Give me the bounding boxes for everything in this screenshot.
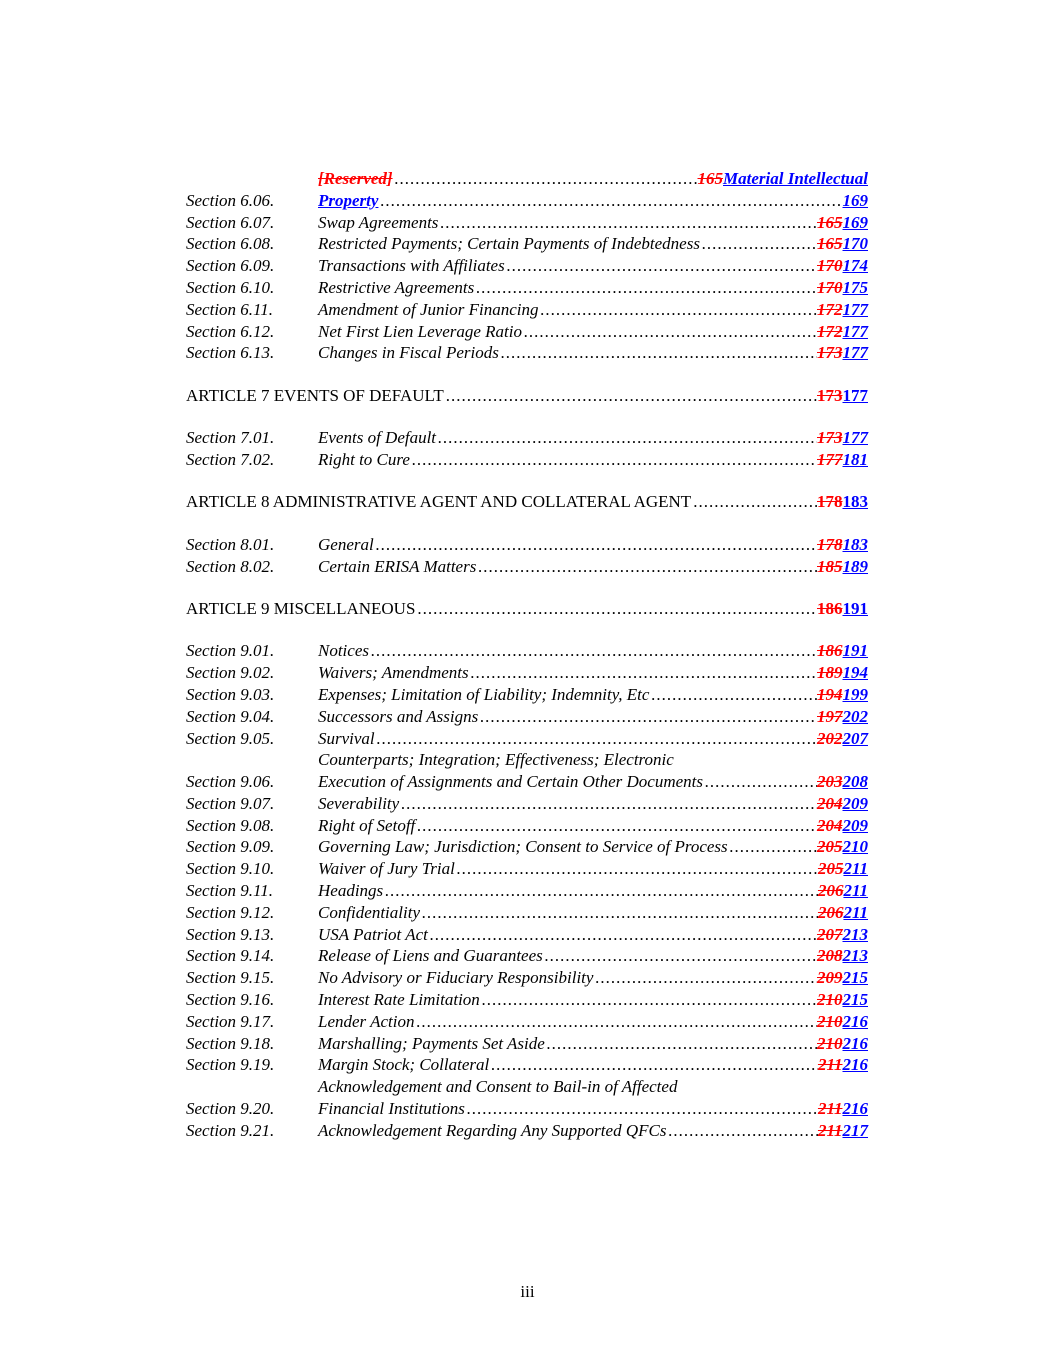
old-page: 205 xyxy=(817,859,844,879)
section-title: Lender Action xyxy=(318,1011,415,1031)
new-page[interactable]: 199 xyxy=(842,684,868,704)
leader-dots xyxy=(375,728,817,750)
old-page: 208 xyxy=(817,946,843,966)
section-number: Section 9.11. xyxy=(186,881,274,901)
toc-entry[interactable] xyxy=(186,277,868,299)
article-8-heading[interactable]: ARTICLE 8 ADMINISTRATIVE AGENT AND COLLATERAL AGENT ..... 178183 xyxy=(186,491,868,513)
leader-dots xyxy=(420,902,818,924)
leader-dots xyxy=(728,836,817,858)
new-page[interactable]: 194 xyxy=(842,663,868,683)
leader-dots xyxy=(393,168,698,190)
leader-dots xyxy=(545,1033,817,1055)
article-9-heading[interactable]: ARTICLE 9 MISCELLANEOUS ..... 186191 xyxy=(186,598,868,620)
new-page[interactable]: 183 xyxy=(842,534,868,554)
leader-dots xyxy=(539,299,818,321)
section-title: Certain ERISA Matters xyxy=(318,556,477,576)
new-page[interactable]: 177 xyxy=(842,385,868,405)
leader-dots xyxy=(499,342,817,364)
section-title: Events of Default xyxy=(318,428,437,448)
deleted-title: [Reserved] xyxy=(318,169,393,188)
old-page: 172 xyxy=(817,299,843,319)
old-page: 197 xyxy=(817,706,843,726)
new-page[interactable]: 174 xyxy=(842,256,868,276)
old-page: 173 xyxy=(817,343,843,363)
new-page[interactable]: 177 xyxy=(842,321,868,341)
section-title-line2: Execution of Assignments and Certain Other Documents xyxy=(318,772,703,792)
leader-dots xyxy=(522,321,817,343)
section-title: Right of Setoff xyxy=(318,815,416,835)
section-number: Section 9.13. xyxy=(186,924,275,944)
section-title-line2: Financial Institutions xyxy=(318,1099,465,1119)
section-title: General xyxy=(318,534,374,554)
toc-entry[interactable] xyxy=(186,989,868,1011)
leader-dots xyxy=(369,640,817,662)
new-page[interactable]: 216 xyxy=(842,1033,868,1053)
new-page[interactable]: 209 xyxy=(842,815,868,835)
old-page: 173 xyxy=(817,385,843,405)
toc-entry[interactable] xyxy=(186,427,868,449)
toc-entry[interactable] xyxy=(186,967,868,989)
section-number: Section 6.07. xyxy=(186,212,275,232)
section-title: Restricted Payments; Certain Payments of Indebtedness xyxy=(318,234,700,254)
old-page: 202 xyxy=(817,728,843,748)
leader-dots xyxy=(415,815,817,837)
old-page: 204 xyxy=(817,793,843,813)
section-number: Section 9.01. xyxy=(186,641,275,661)
section-title: Release of Liens and Guarantees xyxy=(318,946,543,966)
old-page: 206 xyxy=(817,881,844,901)
inserted-title-continued[interactable]: Property xyxy=(318,190,379,210)
toc-entry[interactable] xyxy=(186,233,868,255)
toc-entry[interactable] xyxy=(186,902,868,924)
leader-dots xyxy=(399,793,817,815)
new-page[interactable]: 216 xyxy=(842,1011,868,1031)
section-title: Swap Agreements xyxy=(318,212,439,232)
leader-dots xyxy=(478,706,817,728)
section-number: Section 9.19. xyxy=(186,1055,275,1075)
new-page[interactable]: 215 xyxy=(842,968,868,988)
new-page[interactable]: 207 xyxy=(842,728,868,748)
leader-dots xyxy=(489,1054,818,1076)
toc-entry[interactable] xyxy=(186,299,868,321)
section-number: Section 9.04. xyxy=(186,706,275,726)
old-page: 210 xyxy=(817,990,843,1010)
section-number: Section 9.07. xyxy=(186,793,275,813)
old-page: 210 xyxy=(817,1033,843,1053)
old-page: 189 xyxy=(817,663,843,683)
leader-dots xyxy=(436,427,817,449)
section-number: Section 8.02. xyxy=(186,556,275,576)
old-page: 204 xyxy=(817,815,843,835)
new-page[interactable]: 170 xyxy=(842,234,868,254)
section-title: Severability xyxy=(318,793,400,813)
leader-dots xyxy=(469,662,817,684)
section-number: Section 9.09. xyxy=(186,837,275,857)
section-title: Headings xyxy=(318,881,384,901)
section-number: Section 6.10. xyxy=(186,277,275,297)
section-title: Changes in Fiscal Periods xyxy=(318,343,499,363)
section-number: Section 9.06. xyxy=(186,772,275,792)
section-number: Section 6.11. xyxy=(186,299,274,319)
new-page[interactable]: 169 xyxy=(842,212,868,232)
leader-dots xyxy=(474,277,817,299)
toc-entry[interactable] xyxy=(186,858,868,880)
old-page: 209 xyxy=(817,968,843,988)
leader-dots xyxy=(505,255,817,277)
toc-entry[interactable] xyxy=(186,342,868,364)
section-number: Section 6.09. xyxy=(186,256,275,276)
toc-entry[interactable] xyxy=(186,1033,868,1055)
section-number: Section 9.08. xyxy=(186,815,275,835)
toc-entry[interactable] xyxy=(186,728,868,750)
section-title: Amendment of Junior Financing xyxy=(318,299,539,319)
section-number: Section 9.03. xyxy=(186,684,275,704)
old-page: 170 xyxy=(817,277,843,297)
leader-dots xyxy=(374,534,817,556)
section-number: Section 7.02. xyxy=(186,449,275,469)
new-page[interactable]: 217 xyxy=(842,1120,868,1140)
leader-dots xyxy=(593,967,817,989)
new-page[interactable]: 181 xyxy=(842,449,868,469)
toc-entry[interactable] xyxy=(186,321,868,343)
toc-entry-9-06[interactable] xyxy=(186,749,868,793)
section-number: Section 9.15. xyxy=(186,968,275,988)
new-page[interactable]: 177 xyxy=(842,343,868,363)
section-title: Expenses; Limitation of Liability; Indemnity, Etc xyxy=(318,684,650,704)
toc-entry[interactable] xyxy=(186,662,868,684)
old-page: 211 xyxy=(817,1120,843,1140)
old-page: 207 xyxy=(817,924,843,944)
new-page[interactable]: 191 xyxy=(842,598,868,618)
table-of-contents xyxy=(186,168,868,1142)
leader-dots xyxy=(465,1098,818,1120)
toc-entry[interactable] xyxy=(186,212,868,234)
leader-dots xyxy=(455,858,818,880)
new-page[interactable]: 210 xyxy=(842,837,868,857)
new-page[interactable]: 183 xyxy=(842,492,868,512)
toc-entry[interactable] xyxy=(186,793,868,815)
section-number: Section 9.16. xyxy=(186,990,275,1010)
inserted-title[interactable]: Material Intellectual xyxy=(723,169,868,188)
toc-entry[interactable] xyxy=(186,706,868,728)
section-number: Section 9.05. xyxy=(186,728,275,748)
leader-dots xyxy=(480,989,817,1011)
section-number: Section 6.06. xyxy=(186,190,275,210)
new-page[interactable]: 216 xyxy=(842,1099,868,1119)
toc-entry[interactable] xyxy=(186,684,868,706)
old-page: 173 xyxy=(817,428,843,448)
new-page[interactable]: 191 xyxy=(842,641,868,661)
leader-dots xyxy=(700,233,817,255)
section-title: Marshalling; Payments Set Aside xyxy=(318,1033,545,1053)
old-page: 185 xyxy=(817,556,843,576)
new-page[interactable]: 211 xyxy=(843,859,868,879)
article-7-heading[interactable]: ARTICLE 7 EVENTS OF DEFAULT ..... 173177 xyxy=(186,385,868,407)
section-number: Section 9.02. xyxy=(186,663,275,683)
leader-dots xyxy=(410,449,817,471)
leader-dots xyxy=(666,1120,818,1142)
section-title: Margin Stock; Collateral xyxy=(318,1055,490,1075)
section-title: Interest Rate Limitation xyxy=(318,990,480,1010)
toc-entry[interactable] xyxy=(186,815,868,837)
toc-entry-9-20[interactable] xyxy=(186,1076,868,1120)
toc-entry[interactable] xyxy=(186,924,868,946)
section-title: Waivers; Amendments xyxy=(318,663,469,683)
old-page: 211 xyxy=(817,1099,843,1119)
leader-dots xyxy=(383,880,818,902)
new-page[interactable]: 211 xyxy=(843,902,868,922)
old-page: 170 xyxy=(817,256,843,276)
section-number: Section 6.08. xyxy=(186,234,275,254)
toc-entry[interactable] xyxy=(186,640,868,662)
toc-entry-6-06 xyxy=(186,168,868,212)
new-page[interactable]: 177 xyxy=(842,299,868,319)
section-title: USA Patriot Act xyxy=(318,924,428,944)
section-number: Section 9.18. xyxy=(186,1033,275,1053)
old-page: 211 xyxy=(817,1055,843,1075)
section-title: Net First Lien Leverage Ratio xyxy=(318,321,522,341)
leader-dots xyxy=(703,771,817,793)
old-page: 206 xyxy=(817,902,844,922)
old-page: 172 xyxy=(817,321,843,341)
section-number: Section 9.21. xyxy=(186,1120,275,1140)
section-title-line1: Counterparts; Integration; Effectiveness; Electronic xyxy=(318,750,674,770)
section-title: Confidentiality xyxy=(318,902,420,922)
section-title: Survival xyxy=(318,728,375,748)
toc-entry[interactable] xyxy=(186,1011,868,1033)
toc-entry[interactable] xyxy=(186,836,868,858)
toc-entry-9-21[interactable] xyxy=(186,1120,868,1142)
old-page: 205 xyxy=(817,837,843,857)
section-number: Section 9.20. xyxy=(186,1099,275,1119)
section-number: Section 9.12. xyxy=(186,902,275,922)
leader-dots xyxy=(414,1011,817,1033)
new-page[interactable]: 216 xyxy=(842,1055,868,1075)
old-page: 165 xyxy=(817,234,843,254)
section-title: Transactions with Affiliates xyxy=(318,256,505,276)
old-page: 165 xyxy=(817,212,843,232)
section-title: Notices xyxy=(318,641,369,661)
section-title: Waiver of Jury Trial xyxy=(318,859,455,879)
section-title-line1: Acknowledgement and Consent to Bail-in of Affected xyxy=(318,1077,678,1097)
inserted-page[interactable]: 169 xyxy=(842,190,868,210)
section-number: Section 6.12. xyxy=(186,321,275,341)
new-page[interactable]: 175 xyxy=(842,277,868,297)
section-title: Governing Law; Jurisdiction; Consent to Service of Process xyxy=(318,837,728,857)
section-number: Section 9.10. xyxy=(186,859,275,879)
leader-dots xyxy=(543,945,817,967)
leader-dots xyxy=(428,924,817,946)
toc-entry[interactable] xyxy=(186,556,868,578)
leader-dots xyxy=(438,212,817,234)
toc-entry[interactable] xyxy=(186,1054,868,1076)
new-page[interactable]: 211 xyxy=(843,881,868,901)
old-page: 194 xyxy=(817,684,843,704)
section-title: Restrictive Agreements xyxy=(318,277,475,297)
new-page[interactable]: 215 xyxy=(842,990,868,1010)
old-page: 186 xyxy=(817,598,843,618)
toc-entry[interactable] xyxy=(186,449,868,471)
toc-entry[interactable] xyxy=(186,255,868,277)
old-page: 203 xyxy=(817,772,843,792)
section-title: Right to Cure xyxy=(318,449,410,469)
toc-entry[interactable] xyxy=(186,880,868,902)
old-page: 178 xyxy=(817,492,843,512)
leader-dots xyxy=(649,684,817,706)
toc-entry[interactable] xyxy=(186,945,868,967)
old-page: 210 xyxy=(817,1011,843,1031)
section-number: Section 8.01. xyxy=(186,534,275,554)
new-page[interactable]: 209 xyxy=(842,793,868,813)
old-page: 186 xyxy=(817,641,843,661)
old-page: 178 xyxy=(817,534,843,554)
section-title: No Advisory or Fiduciary Responsibility xyxy=(318,968,594,988)
new-page[interactable]: 177 xyxy=(842,428,868,448)
deleted-page: 165 xyxy=(697,169,724,188)
toc-entry[interactable] xyxy=(186,534,868,556)
new-page[interactable]: 213 xyxy=(842,946,868,966)
section-number: Section 9.14. xyxy=(186,946,275,966)
section-number: Section 6.13. xyxy=(186,343,275,363)
new-page[interactable]: 189 xyxy=(842,556,868,576)
new-page[interactable]: 208 xyxy=(842,772,868,792)
new-page[interactable]: 202 xyxy=(842,706,868,726)
section-number: Section 7.01. xyxy=(186,428,275,448)
section-number: Section 9.17. xyxy=(186,1011,275,1031)
old-page: 177 xyxy=(817,449,843,469)
new-page[interactable]: 213 xyxy=(842,924,868,944)
section-title: Successors and Assigns xyxy=(318,706,479,726)
page-number: iii xyxy=(520,1282,535,1301)
section-title: Acknowledgement Regarding Any Supported QFCs xyxy=(318,1120,667,1140)
leader-dots xyxy=(378,190,842,212)
leader-dots xyxy=(476,556,817,578)
